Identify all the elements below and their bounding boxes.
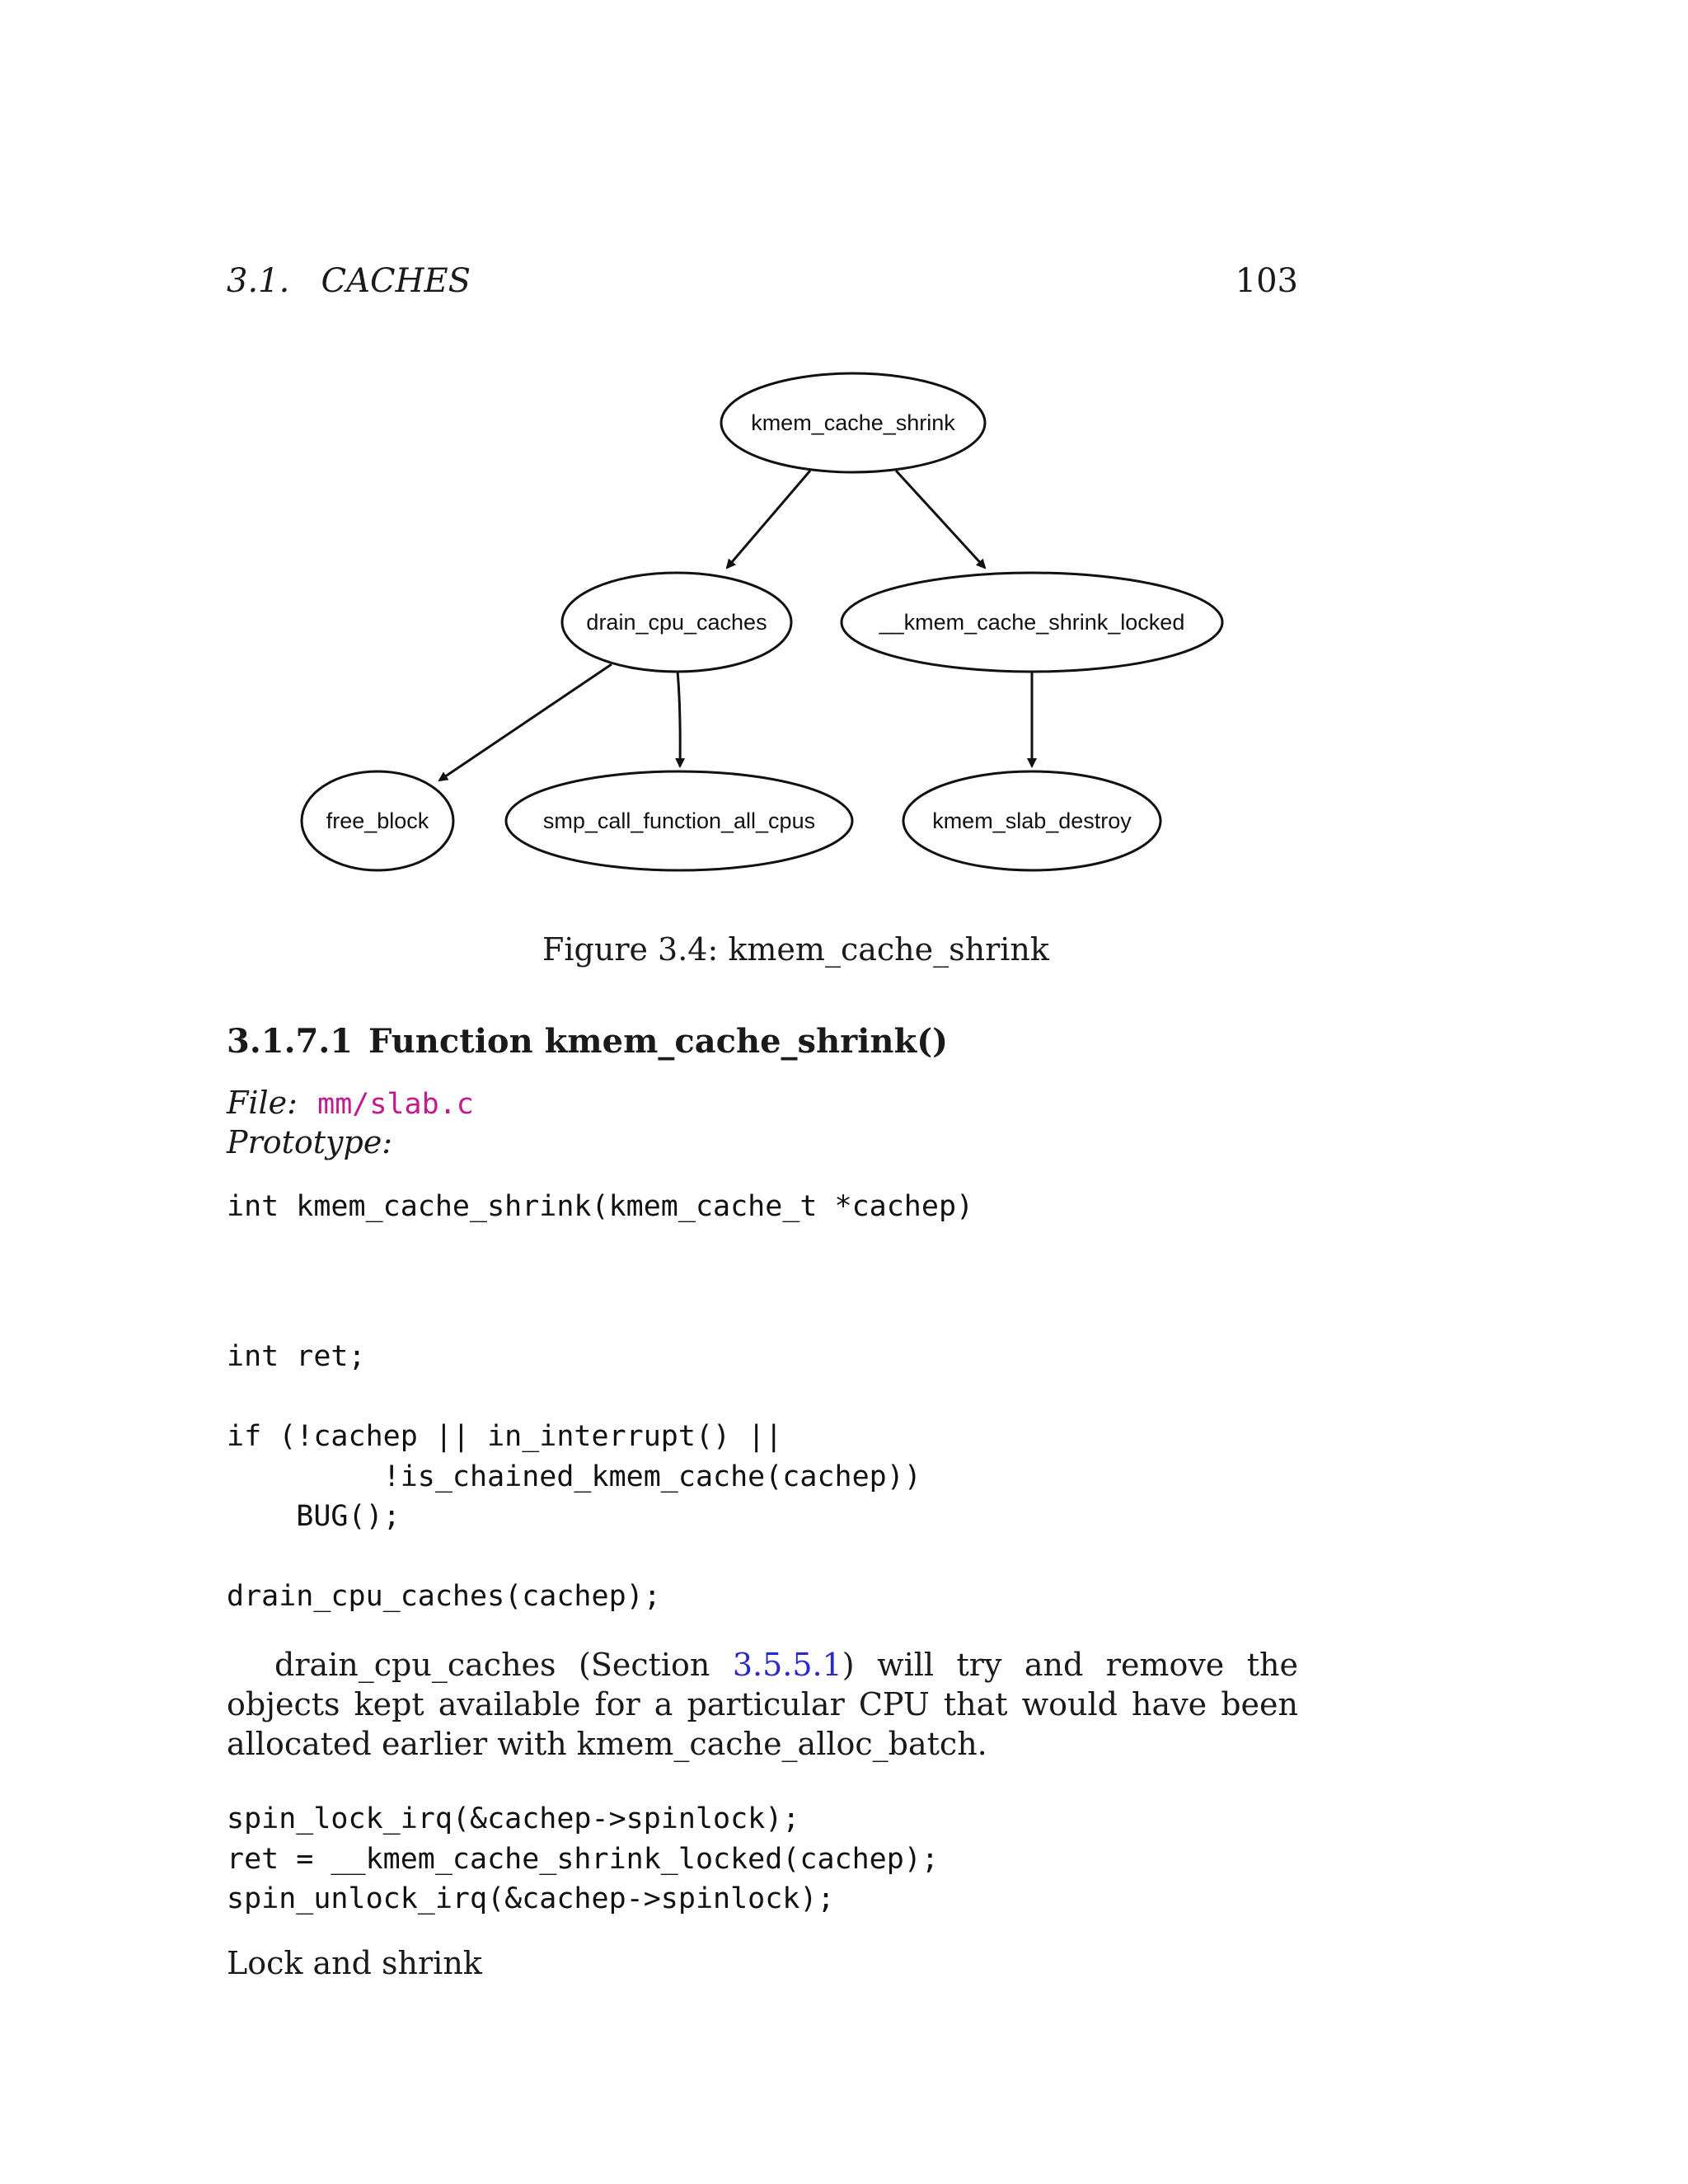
section-cross-reference-link[interactable]: 3.5.5.1 xyxy=(732,1647,842,1683)
paragraph-text-pre: drain_cpu_caches (Section xyxy=(274,1647,733,1683)
file-line xyxy=(227,1085,474,1121)
edge-drain-to-free xyxy=(439,664,612,780)
closing-text: Lock and shrink xyxy=(227,1945,482,1981)
edge-drain-to-smp xyxy=(678,671,680,766)
code-block-lock-and-shrink: spin_lock_irq(&cachep->spinlock); ret = __kmem_cache_shrink_locked(cachep); spin_unlock_irq(&cachep->spinlock); xyxy=(227,1802,939,1915)
node-label: free_block xyxy=(326,808,429,833)
node-kmem-cache-shrink-locked xyxy=(842,573,1222,672)
figure-caption: Figure 3.4: kmem_cache_shrink xyxy=(542,931,1049,968)
node-drain-cpu-caches xyxy=(562,573,791,672)
prototype-line xyxy=(227,1124,392,1160)
node-kmem-slab-destroy xyxy=(903,771,1160,870)
prototype-label: Prototype: xyxy=(227,1124,393,1160)
node-label: smp_call_function_all_cpus xyxy=(542,808,816,833)
node-label: kmem_cache_shrink xyxy=(751,410,955,435)
section-title: Function kmem_cache_shrink() xyxy=(368,1022,949,1061)
code-block-check: if (!cachep || in_interrupt() || !is_chained_kmem_cache(cachep)) BUG(); xyxy=(227,1420,921,1533)
node-label: kmem_slab_destroy xyxy=(932,808,1132,833)
file-label: File: xyxy=(227,1085,298,1121)
explanation-paragraph xyxy=(227,1645,1298,1764)
node-smp-call-function-all-cpus xyxy=(506,771,852,870)
node-label: __kmem_cache_shrink_locked xyxy=(879,610,1185,635)
edge-root-to-drain xyxy=(727,471,810,568)
page-number: 103 xyxy=(1235,262,1298,300)
call-graph-diagram xyxy=(280,363,1236,890)
edge-root-to-locked xyxy=(896,471,985,568)
code-block-declaration: int ret; xyxy=(227,1340,366,1373)
section-heading xyxy=(227,1022,948,1061)
paragraph-text-post: ) will try and remove the objects kept available for a particular CPU that would have been allocated earlier with kmem_cache_alloc_batch. xyxy=(227,1647,1298,1762)
file-link[interactable]: mm/slab.c xyxy=(317,1088,474,1121)
code-block-drain: drain_cpu_caches(cachep); xyxy=(227,1580,661,1613)
section-number: 3.1.7.1 xyxy=(227,1022,354,1061)
node-kmem-cache-shrink xyxy=(721,373,985,472)
node-free-block xyxy=(302,771,453,870)
running-header-section: 3.1. CACHES xyxy=(227,262,471,300)
node-label: drain_cpu_caches xyxy=(586,610,767,635)
code-prototype: int kmem_cache_shrink(kmem_cache_t *cachep) xyxy=(227,1190,974,1223)
